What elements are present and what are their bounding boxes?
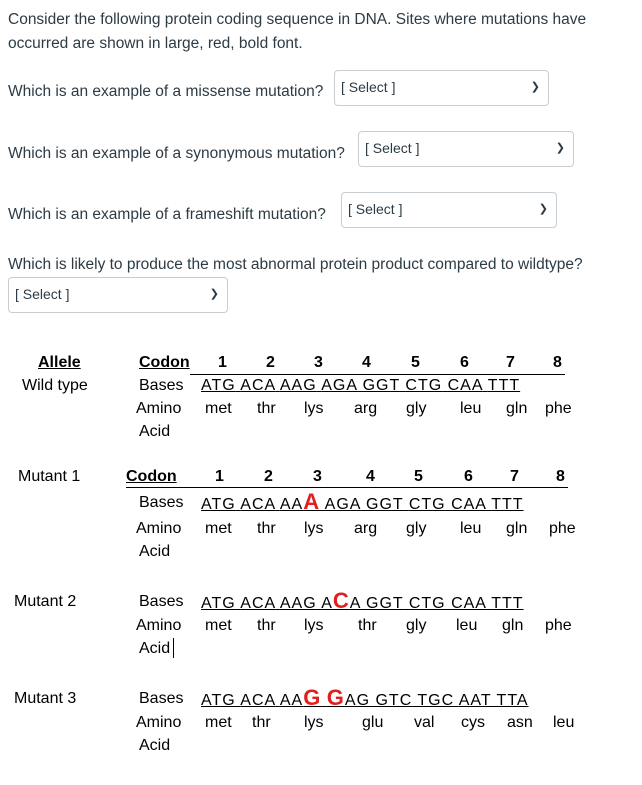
mutant3-label: Mutant 3 xyxy=(14,690,77,707)
codon: TGC xyxy=(417,692,455,709)
abnormal-select[interactable] xyxy=(8,277,228,313)
codon-number: 8 xyxy=(556,468,565,485)
codon: AGA xyxy=(324,496,361,513)
amino-acid: leu xyxy=(553,714,575,731)
question-missense: Which is an example of a missense mutation? xyxy=(8,83,324,100)
amino-acid: thr xyxy=(257,400,276,417)
codon-number: 3 xyxy=(314,354,323,371)
codon: AAG xyxy=(279,377,317,394)
codon-number: 5 xyxy=(411,354,420,371)
amino-acid: gln xyxy=(506,520,528,537)
codon: GGT xyxy=(362,377,400,394)
codon: GGT xyxy=(366,496,404,513)
amino-label: Amino xyxy=(136,520,182,537)
codon: ATG xyxy=(201,692,236,709)
codon xyxy=(326,685,371,710)
mutation-site: G xyxy=(326,685,345,710)
codon-label: Codon xyxy=(139,354,190,371)
acid-label: Acid xyxy=(139,737,171,754)
codon-part: AA xyxy=(279,496,304,513)
m3-bases xyxy=(201,684,529,715)
amino-acid: leu xyxy=(460,400,482,417)
mutant1-label: Mutant 1 xyxy=(18,468,81,485)
codon-number: 7 xyxy=(510,468,519,485)
codon-number: 3 xyxy=(313,468,322,485)
chevron-down-icon: ❯ xyxy=(555,142,565,154)
bases-label: Bases xyxy=(139,494,184,511)
codon: GTC xyxy=(375,692,413,709)
codon: TTA xyxy=(496,692,529,709)
amino-acid: met xyxy=(205,714,232,731)
codon: ACA xyxy=(240,692,276,709)
codon-number: 1 xyxy=(218,354,227,371)
codon xyxy=(279,489,321,514)
codon-part: AG xyxy=(344,692,371,709)
codon-number: 1 xyxy=(215,468,224,485)
amino-acid: met xyxy=(205,520,232,537)
amino-acid: cys xyxy=(461,714,485,731)
amino-acid: thr xyxy=(358,617,377,634)
codon-number: 2 xyxy=(266,354,275,371)
bases-label: Bases xyxy=(139,593,184,610)
acid-label: Acid xyxy=(139,640,171,657)
mutation-site: C xyxy=(332,588,350,613)
codon: TTT xyxy=(491,496,524,513)
chevron-down-icon: ❯ xyxy=(530,81,540,93)
codon-number: 8 xyxy=(553,354,562,371)
codon xyxy=(321,588,361,613)
amino-acid: gln xyxy=(506,400,528,417)
acid-label: Acid xyxy=(139,423,171,440)
codon: GGT xyxy=(366,595,404,612)
codon xyxy=(279,685,322,710)
mutation-site: G xyxy=(303,685,322,710)
codon: ACA xyxy=(240,496,276,513)
m1-bases xyxy=(201,488,524,519)
question-synonymous: Which is an example of a synonymous mutation? xyxy=(8,145,345,162)
codon-number: 7 xyxy=(506,354,515,371)
codon: CTG xyxy=(405,377,443,394)
amino-acid: arg xyxy=(354,400,378,417)
codon: ATG xyxy=(201,595,236,612)
wild-type-label: Wild type xyxy=(22,377,88,394)
select-value: [ Select ] xyxy=(15,286,70,302)
amino-acid: phe xyxy=(545,400,572,417)
codon-part: A xyxy=(349,595,361,612)
codon-part: AA xyxy=(279,692,304,709)
amino-acid: asn xyxy=(507,714,533,731)
codon: TTT xyxy=(487,377,521,394)
wt-bases xyxy=(201,377,520,395)
amino-acid: thr xyxy=(257,520,276,537)
codon-number: 4 xyxy=(366,468,375,485)
amino-acid: gly xyxy=(406,400,427,417)
select-value: [ Select ] xyxy=(341,79,396,95)
amino-label: Amino xyxy=(136,714,182,731)
codon-number: 6 xyxy=(464,468,473,485)
amino-acid: arg xyxy=(354,520,378,537)
m2-bases xyxy=(201,587,524,618)
amino-acid: glu xyxy=(362,714,384,731)
amino-acid: phe xyxy=(545,617,572,634)
amino-label: Amino xyxy=(136,617,182,634)
codon: CTG xyxy=(408,496,446,513)
question-abnormal: Which is likely to produce the most abnormal protein product compared to wildtype? xyxy=(8,256,583,273)
amino-acid: gly xyxy=(406,617,427,634)
amino-acid: lys xyxy=(304,400,324,417)
bases-label: Bases xyxy=(139,690,184,707)
amino-label: Amino xyxy=(136,400,182,417)
codon: CAA xyxy=(447,377,483,394)
frameshift-select[interactable] xyxy=(341,192,557,228)
codon: AAG xyxy=(279,595,317,612)
allele-header: Allele xyxy=(38,354,81,371)
amino-acid: gln xyxy=(502,617,524,634)
codon: CAA xyxy=(451,496,487,513)
text-cursor xyxy=(173,638,174,658)
amino-acid: thr xyxy=(252,714,271,731)
codon-number: 4 xyxy=(362,354,371,371)
codon: ACA xyxy=(240,377,276,394)
amino-acid: met xyxy=(205,617,232,634)
codon: CAA xyxy=(451,595,487,612)
select-value: [ Select ] xyxy=(365,140,420,156)
amino-acid: leu xyxy=(456,617,478,634)
codon-number: 6 xyxy=(460,354,469,371)
mutant2-label: Mutant 2 xyxy=(14,593,77,610)
amino-acid: lys xyxy=(304,617,324,634)
select-value: [ Select ] xyxy=(348,201,403,217)
amino-acid: lys xyxy=(304,714,324,731)
amino-acid: met xyxy=(205,400,232,417)
acid-label: Acid xyxy=(139,543,171,560)
amino-acid: lys xyxy=(304,520,324,537)
codon-number: 5 xyxy=(414,468,423,485)
codon: ATG xyxy=(201,377,236,394)
amino-acid: phe xyxy=(549,520,576,537)
codon: AGA xyxy=(321,377,358,394)
codon: ACA xyxy=(240,595,276,612)
chevron-down-icon: ❯ xyxy=(538,203,548,215)
amino-acid: gly xyxy=(406,520,427,537)
bases-label: Bases xyxy=(139,377,184,394)
codon-part: A xyxy=(321,595,333,612)
question-frameshift: Which is an example of a frameshift mutation? xyxy=(8,206,326,223)
codon: TTT xyxy=(491,595,524,612)
codon-label: Codon xyxy=(126,468,177,485)
codon-number: 2 xyxy=(264,468,273,485)
codon: AAT xyxy=(458,692,492,709)
amino-acid: leu xyxy=(460,520,482,537)
codon: ATG xyxy=(201,496,236,513)
amino-acid: thr xyxy=(257,617,276,634)
synonymous-select[interactable] xyxy=(358,131,574,167)
amino-acid: val xyxy=(414,714,435,731)
mutation-site: A xyxy=(303,489,321,514)
codon: CTG xyxy=(408,595,446,612)
missense-select[interactable] xyxy=(334,70,549,106)
chevron-down-icon: ❯ xyxy=(209,288,219,300)
intro-text: Consider the following protein coding sequence in DNA. Sites where mutations have occurred are shown in large, red, bold font. xyxy=(8,11,587,52)
